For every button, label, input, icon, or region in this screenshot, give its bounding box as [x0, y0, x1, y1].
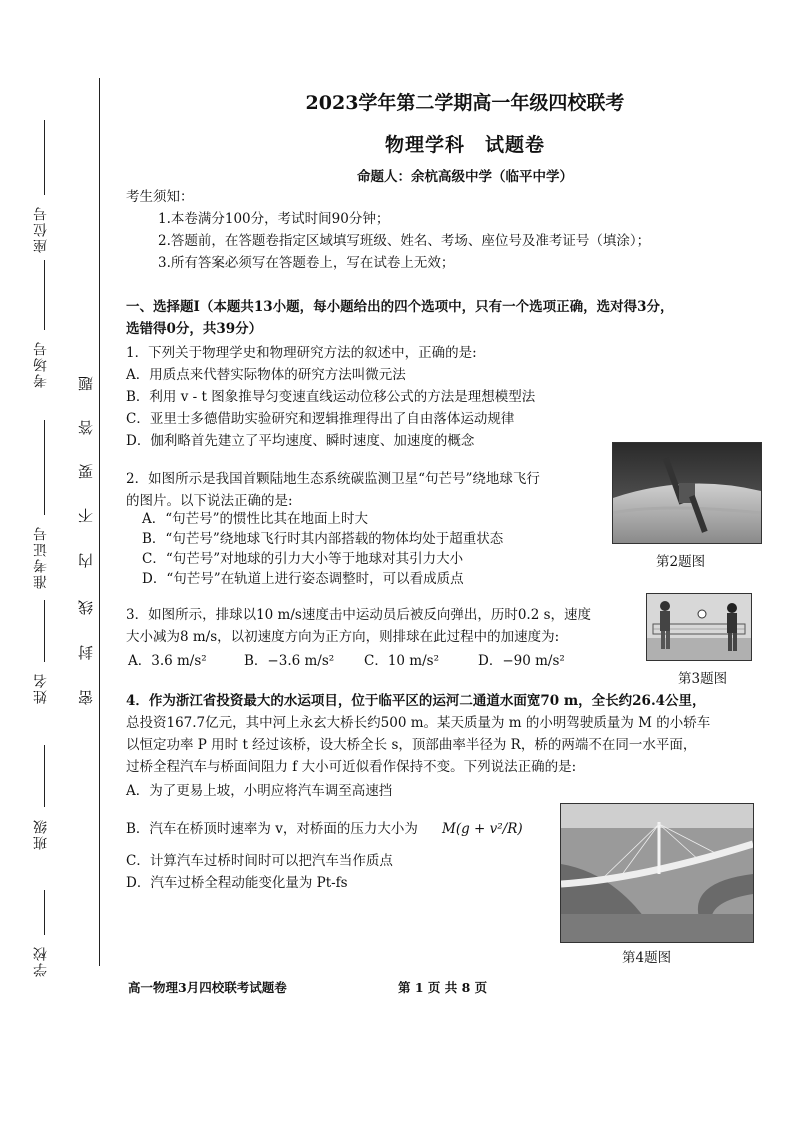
- notice-item: 2.答题前，在答题卷指定区域填写班级、姓名、考场、座位号及准考证号（填涂）；: [158, 233, 651, 249]
- question-stem: 1．下列关于物理学史和物理研究方法的叙述中，正确的是:: [126, 345, 477, 361]
- question-option: B．−3.6 m/s²: [244, 653, 335, 669]
- footer-page-number: 第 1 页 共 8 页: [398, 980, 488, 995]
- margin-seat-label: 座位号: [33, 205, 49, 253]
- figure-caption: 第2题图: [656, 554, 706, 570]
- admission-fill-line: [44, 420, 45, 515]
- margin-school-label: 学校: [33, 945, 49, 977]
- class-fill-line: [44, 745, 45, 807]
- question-stem: 4．作为浙江省投资最大的水运项目，位于临平区的运河二通道水面宽70 m，全长约26.4公里，: [126, 693, 706, 709]
- notice-item: 3.所有答案必须写在答题卷上，写在试卷上无效；: [158, 255, 455, 271]
- footer-exam-name: 高一物理3月四校联考试题卷: [128, 980, 287, 995]
- notice-item: 1.本卷满分100分，考试时间90分钟；: [158, 211, 390, 227]
- question-option: A．3.6 m/s²: [128, 653, 207, 669]
- question-option: B．利用 v - t 图象推导匀变速直线运动位移公式的方法是理想模型法: [126, 389, 536, 405]
- question-option: D．伽利略首先建立了平均速度、瞬时速度、加速度的概念: [126, 433, 475, 449]
- subject-title: 物理学科 试题卷: [384, 134, 545, 156]
- question-option: A．为了更易上坡，小明应将汽车调至高速挡: [126, 783, 393, 799]
- question-option: B．“句芒号”绕地球飞行时其内部搭载的物体均处于超重状态: [142, 531, 504, 547]
- satellite-image: [612, 442, 762, 544]
- question-option: A．“句芒号”的惯性比其在地面上时大: [142, 511, 369, 527]
- question-option: B．汽车在桥顶时速率为 v，对桥面的压力大小为: [126, 821, 418, 837]
- bridge-image: [560, 803, 754, 943]
- seal-char: 封: [77, 645, 95, 660]
- question-option: D．汽车过桥全程动能变化量为 Pt-fs: [126, 875, 348, 891]
- seal-char: 线: [77, 600, 95, 615]
- exam-title: 2023学年第二学期高一年级四校联考: [305, 92, 625, 114]
- margin-admission-label: 准考证号: [33, 525, 49, 589]
- question-stem: 的图片。以下说法正确的是:: [126, 493, 293, 509]
- figure-caption: 第4题图: [622, 950, 672, 966]
- question-option: C．“句芒号”对地球的引力大小等于地球对其引力大小: [142, 551, 464, 567]
- volleyball-image: [646, 593, 752, 661]
- question-stem: 过桥全程汽车与桥面间阻力 f 大小可近似看作保持不变。下列说法正确的是:: [126, 759, 577, 775]
- author-line: 命题人：余杭高级中学（临平中学）: [357, 169, 573, 185]
- margin-exam-room-label: 考场号: [33, 340, 49, 388]
- question-option: D．“句芒号”在轨道上进行姿态调整时，可以看成质点: [142, 571, 464, 587]
- question-stem: 2．如图所示是我国首颗陆地生态系统碳监测卫星“句芒号”绕地球飞行: [126, 471, 540, 487]
- seal-char: 不: [77, 508, 95, 523]
- section-heading: 选错得0分，共39分）: [126, 321, 263, 337]
- school-fill-line: [44, 890, 45, 935]
- name-fill-line: [44, 600, 45, 662]
- question-stem: 大小减为8 m/s，以初速度方向为正方向，则排球在此过程中的加速度为:: [126, 629, 560, 645]
- section-heading: 一、选择题Ⅰ（本题共13小题，每小题给出的四个选项中，只有一个选项正确，选对得3分，: [126, 299, 674, 315]
- seat-fill-line: [44, 120, 45, 195]
- seal-char: 要: [77, 464, 95, 479]
- question-option: D．−90 m/s²: [478, 653, 565, 669]
- question-stem: 以恒定功率 P 用时 t 经过该桥，设大桥全长 s，顶部曲率半径为 R，桥的两端不在同一水平面，: [126, 737, 697, 753]
- notice-heading: 考生须知：: [126, 189, 194, 205]
- seal-char: 内: [77, 553, 95, 568]
- question-option: C．亚里士多德借助实验研究和逻辑推理得出了自由落体运动规律: [126, 411, 515, 427]
- seal-char: 题: [77, 376, 95, 391]
- question-option: C．计算汽车过桥时间时可以把汽车当作质点: [126, 853, 393, 869]
- margin-name-label: 姓名: [33, 672, 49, 704]
- binding-line: [99, 78, 100, 966]
- question-stem: 总投资167.7亿元，其中河上永玄大桥长约500 m。某天质量为 m 的小明驾驶质量为 M 的小轿车: [126, 715, 711, 731]
- figure-caption: 第3题图: [678, 671, 728, 687]
- seal-char: 密: [77, 690, 95, 705]
- exam-room-fill-line: [44, 260, 45, 330]
- margin-class-label: 班级: [33, 818, 49, 850]
- question-option: C．10 m/s²: [364, 653, 439, 669]
- seal-char: 答: [77, 420, 95, 435]
- question-option: A．用质点来代替实际物体的研究方法叫微元法: [126, 367, 406, 383]
- question-stem: 3．如图所示，排球以10 m/s速度击中运动员后被反向弹出，历时0.2 s，速度: [126, 607, 592, 623]
- formula: M(g + v²/R): [442, 821, 523, 837]
